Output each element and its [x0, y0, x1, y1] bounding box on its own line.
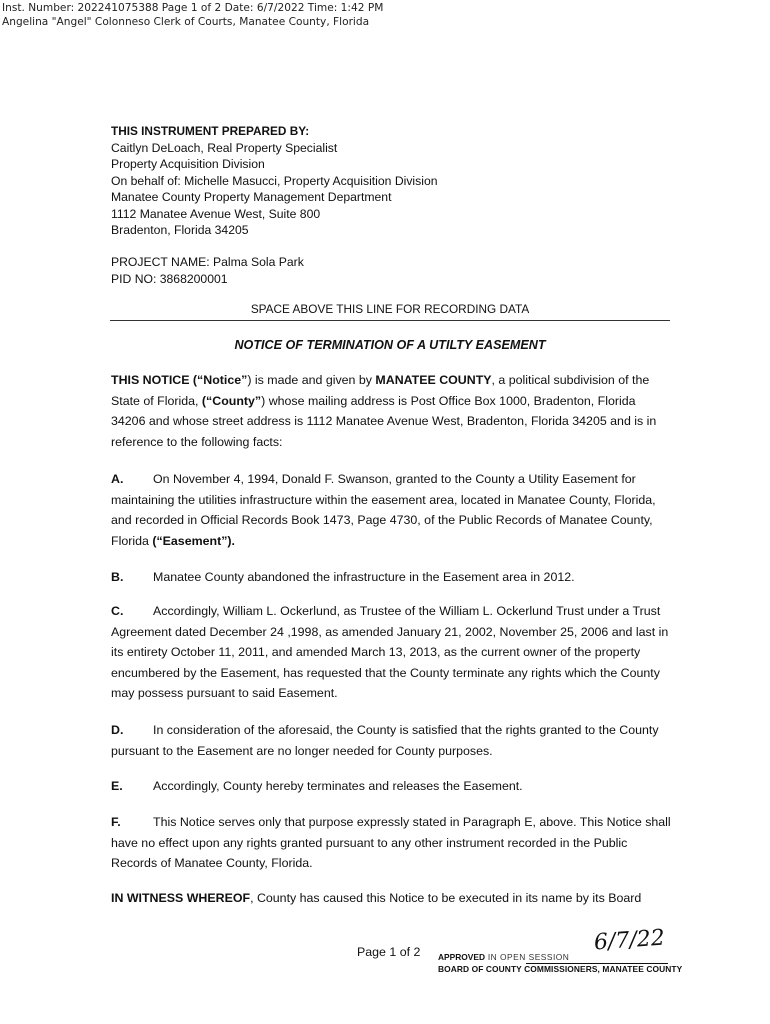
paragraph-e — [111, 776, 671, 797]
paragraph-f-label: F. — [111, 815, 121, 829]
paragraph-a-label: A. — [111, 472, 124, 486]
intro-notice-term: “Notice” — [197, 373, 248, 387]
project-name: PROJECT NAME: Palma Sola Park — [111, 255, 304, 269]
paragraph-f-text: This Notice serves only that purpose expressly stated in Paragraph E, above. This Notice shall have no effect upon any rights granted pursuant to any other instrument recorded in the Public Records of Manatee County, Florida. — [111, 815, 671, 871]
intro-notice-lead: THIS NOTICE ( — [111, 373, 198, 387]
handwritten-approval-date: 6/7/22 — [593, 925, 666, 956]
project-pid: PID NO: 3868200001 — [111, 271, 228, 286]
recording-divider — [110, 320, 670, 321]
preparer-block — [111, 123, 671, 239]
project-block — [111, 254, 671, 287]
approval-stamp — [438, 952, 683, 974]
intro-text: ) whose mailing address is Post Office Box 1000, Bradenton, Florida 34206 and whose street address is 1112 Manatee Avenue West, Bradenton, Florida 34205 and is in reference to the following facts: — [111, 393, 657, 449]
intro-text: , a political subdivision of the State of Florida, — [111, 373, 650, 408]
intro-county-term: (“County” — [201, 393, 262, 408]
paragraph-c-label: C. — [111, 604, 124, 618]
preparer-line: 1112 Manatee Avenue West, Suite 800 — [111, 206, 321, 221]
recording-space-label: SPACE ABOVE THIS LINE FOR RECORDING DATA — [250, 302, 530, 316]
paragraph-c — [111, 601, 671, 704]
paragraph-b-label: B. — [111, 570, 124, 584]
paragraph-f — [111, 812, 671, 874]
paragraph-a-text: On November 4, 1994, Donald F. Swanson, granted to the County a Utility Easement for maintaining the utilities infrastructure within the easement area, located in Manatee County, Florida, and recorded in Official Records Book 1473, Page 4730, of the Public Records of Manatee County, Florida — [111, 472, 656, 548]
preparer-line: Caitlyn DeLoach, Real Property Specialist — [111, 140, 338, 155]
witness-text: , County has caused this Notice to be executed in its name by its Board — [250, 891, 642, 905]
recording-stamp — [2, 1, 383, 29]
paragraph-e-label: E. — [111, 779, 123, 793]
preparer-heading: THIS INSTRUMENT PREPARED BY: — [111, 124, 310, 138]
preparer-line: Property Acquisition Division — [111, 157, 265, 171]
paragraph-d-text: In consideration of the aforesaid, the County is satisfied that the rights granted to the County pursuant to the Easement are no longer needed for County purposes. — [111, 723, 659, 758]
recording-stamp-line1: Inst. Number: 202241075388 Page 1 of 2 Date: 6/7/2022 Time: 1:42 PM — [2, 2, 384, 14]
intro-text: ) is made and given by — [247, 373, 376, 387]
approval-stamp-board: BOARD OF COUNTY COMMISSIONERS, MANATEE COUNTY — [438, 964, 683, 974]
paragraph-d — [111, 720, 671, 761]
document-title: NOTICE OF TERMINATION OF A UTILTY EASEMENT — [234, 338, 546, 352]
paragraph-b — [111, 567, 671, 588]
preparer-line: Bradenton, Florida 34205 — [111, 223, 249, 237]
paragraph-a — [111, 469, 671, 551]
preparer-line: Manatee County Property Management Department — [111, 190, 392, 204]
paragraph-d-label: D. — [111, 723, 124, 737]
approval-stamp-approved: APPROVED — [438, 952, 486, 962]
paragraph-c-text: Accordingly, William L. Ockerlund, as Trustee of the William L. Ockerlund Trust under a Trust Agreement dated December 24 ,1998, as amended January 21, 2002, November 25, 2006 and last in its entirety October 11, 2011, and amended March 13, 2013, as the current owner of the property encumbered by the Easement, has requested that the County terminate any rights which the County may possess pursuant to said Easement. — [111, 604, 669, 701]
paragraph-b-text: Manatee County abandoned the infrastructure in the Easement area in 2012. — [153, 570, 575, 584]
paragraph-e-text: Accordingly, County hereby terminates and releases the Easement. — [153, 779, 523, 793]
paragraph-a-bold: (“Easement”). — [152, 533, 235, 548]
witness-lead: IN WITNESS WHEREOF — [111, 891, 251, 905]
recording-stamp-line2: Angelina "Angel" Colonneso Clerk of Courts, Manatee County, Florida — [2, 16, 370, 28]
approval-stamp-session: IN OPEN SESSION — [485, 952, 570, 962]
witness-paragraph — [111, 888, 671, 909]
intro-county-name: MANATEE COUNTY — [375, 373, 492, 387]
intro-paragraph — [111, 370, 671, 452]
page-number: Page 1 of 2 — [357, 945, 421, 959]
preparer-line: On behalf of: Michelle Masucci, Property Acquisition Division — [111, 173, 438, 188]
